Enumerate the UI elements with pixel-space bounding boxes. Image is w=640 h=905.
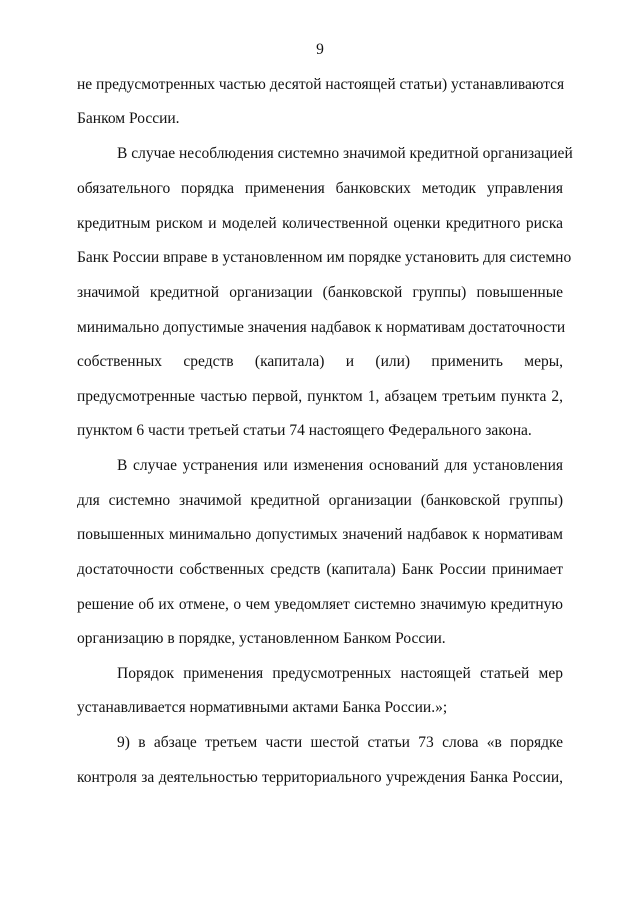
text-line: повышенных минимально допустимых значений надбавок к нормативам bbox=[77, 526, 563, 543]
text-line: решение об их отмене, о чем уведомляет системно значимую кредитную bbox=[77, 596, 563, 613]
text-line: 9) в абзаце третьем части шестой статьи 73 слова «в порядке bbox=[117, 734, 563, 751]
page-number: 9 bbox=[316, 41, 324, 58]
text-line: достаточности собственных средств (капитала) Банк России принимает bbox=[77, 561, 563, 578]
text-line: не предусмотренных частью десятой настоящей статьи) устанавливаются bbox=[77, 76, 565, 93]
text-line: организацию в порядке, установленном Банком России. bbox=[77, 630, 446, 647]
text-line: для системно значимой кредитной организации (банковской группы) bbox=[77, 492, 563, 509]
text-line: значимой кредитной организации (банковской группы) повышенные bbox=[77, 284, 563, 301]
text-line: Банком России. bbox=[77, 110, 180, 127]
text-line: В случае устранения или изменения оснований для установления bbox=[117, 457, 563, 474]
text-line: Порядок применения предусмотренных настоящей статьей мер bbox=[117, 665, 563, 682]
text-line: минимально допустимые значения надбавок к нормативам достаточности bbox=[77, 319, 566, 336]
text-line: пунктом 6 части третьей статьи 74 настоящего Федерального закона. bbox=[77, 422, 532, 439]
text-line: В случае несоблюдения системно значимой кредитной организацией bbox=[117, 145, 573, 162]
text-line: кредитным риском и моделей количественной оценки кредитного риска bbox=[77, 215, 563, 232]
text-line: контроля за деятельностью территориального учреждения Банка России, bbox=[77, 769, 563, 786]
text-line: обязательного порядка применения банковских методик управления bbox=[77, 180, 563, 197]
text-line: устанавливается нормативными актами Банка России.»; bbox=[77, 699, 448, 716]
text-line: собственных средств (капитала) и (или) применить меры, bbox=[77, 353, 563, 370]
text-line: предусмотренные частью первой, пунктом 1, абзацем третьим пункта 2, bbox=[77, 388, 563, 405]
text-line: Банк России вправе в установленном им порядке установить для системно bbox=[77, 249, 572, 266]
